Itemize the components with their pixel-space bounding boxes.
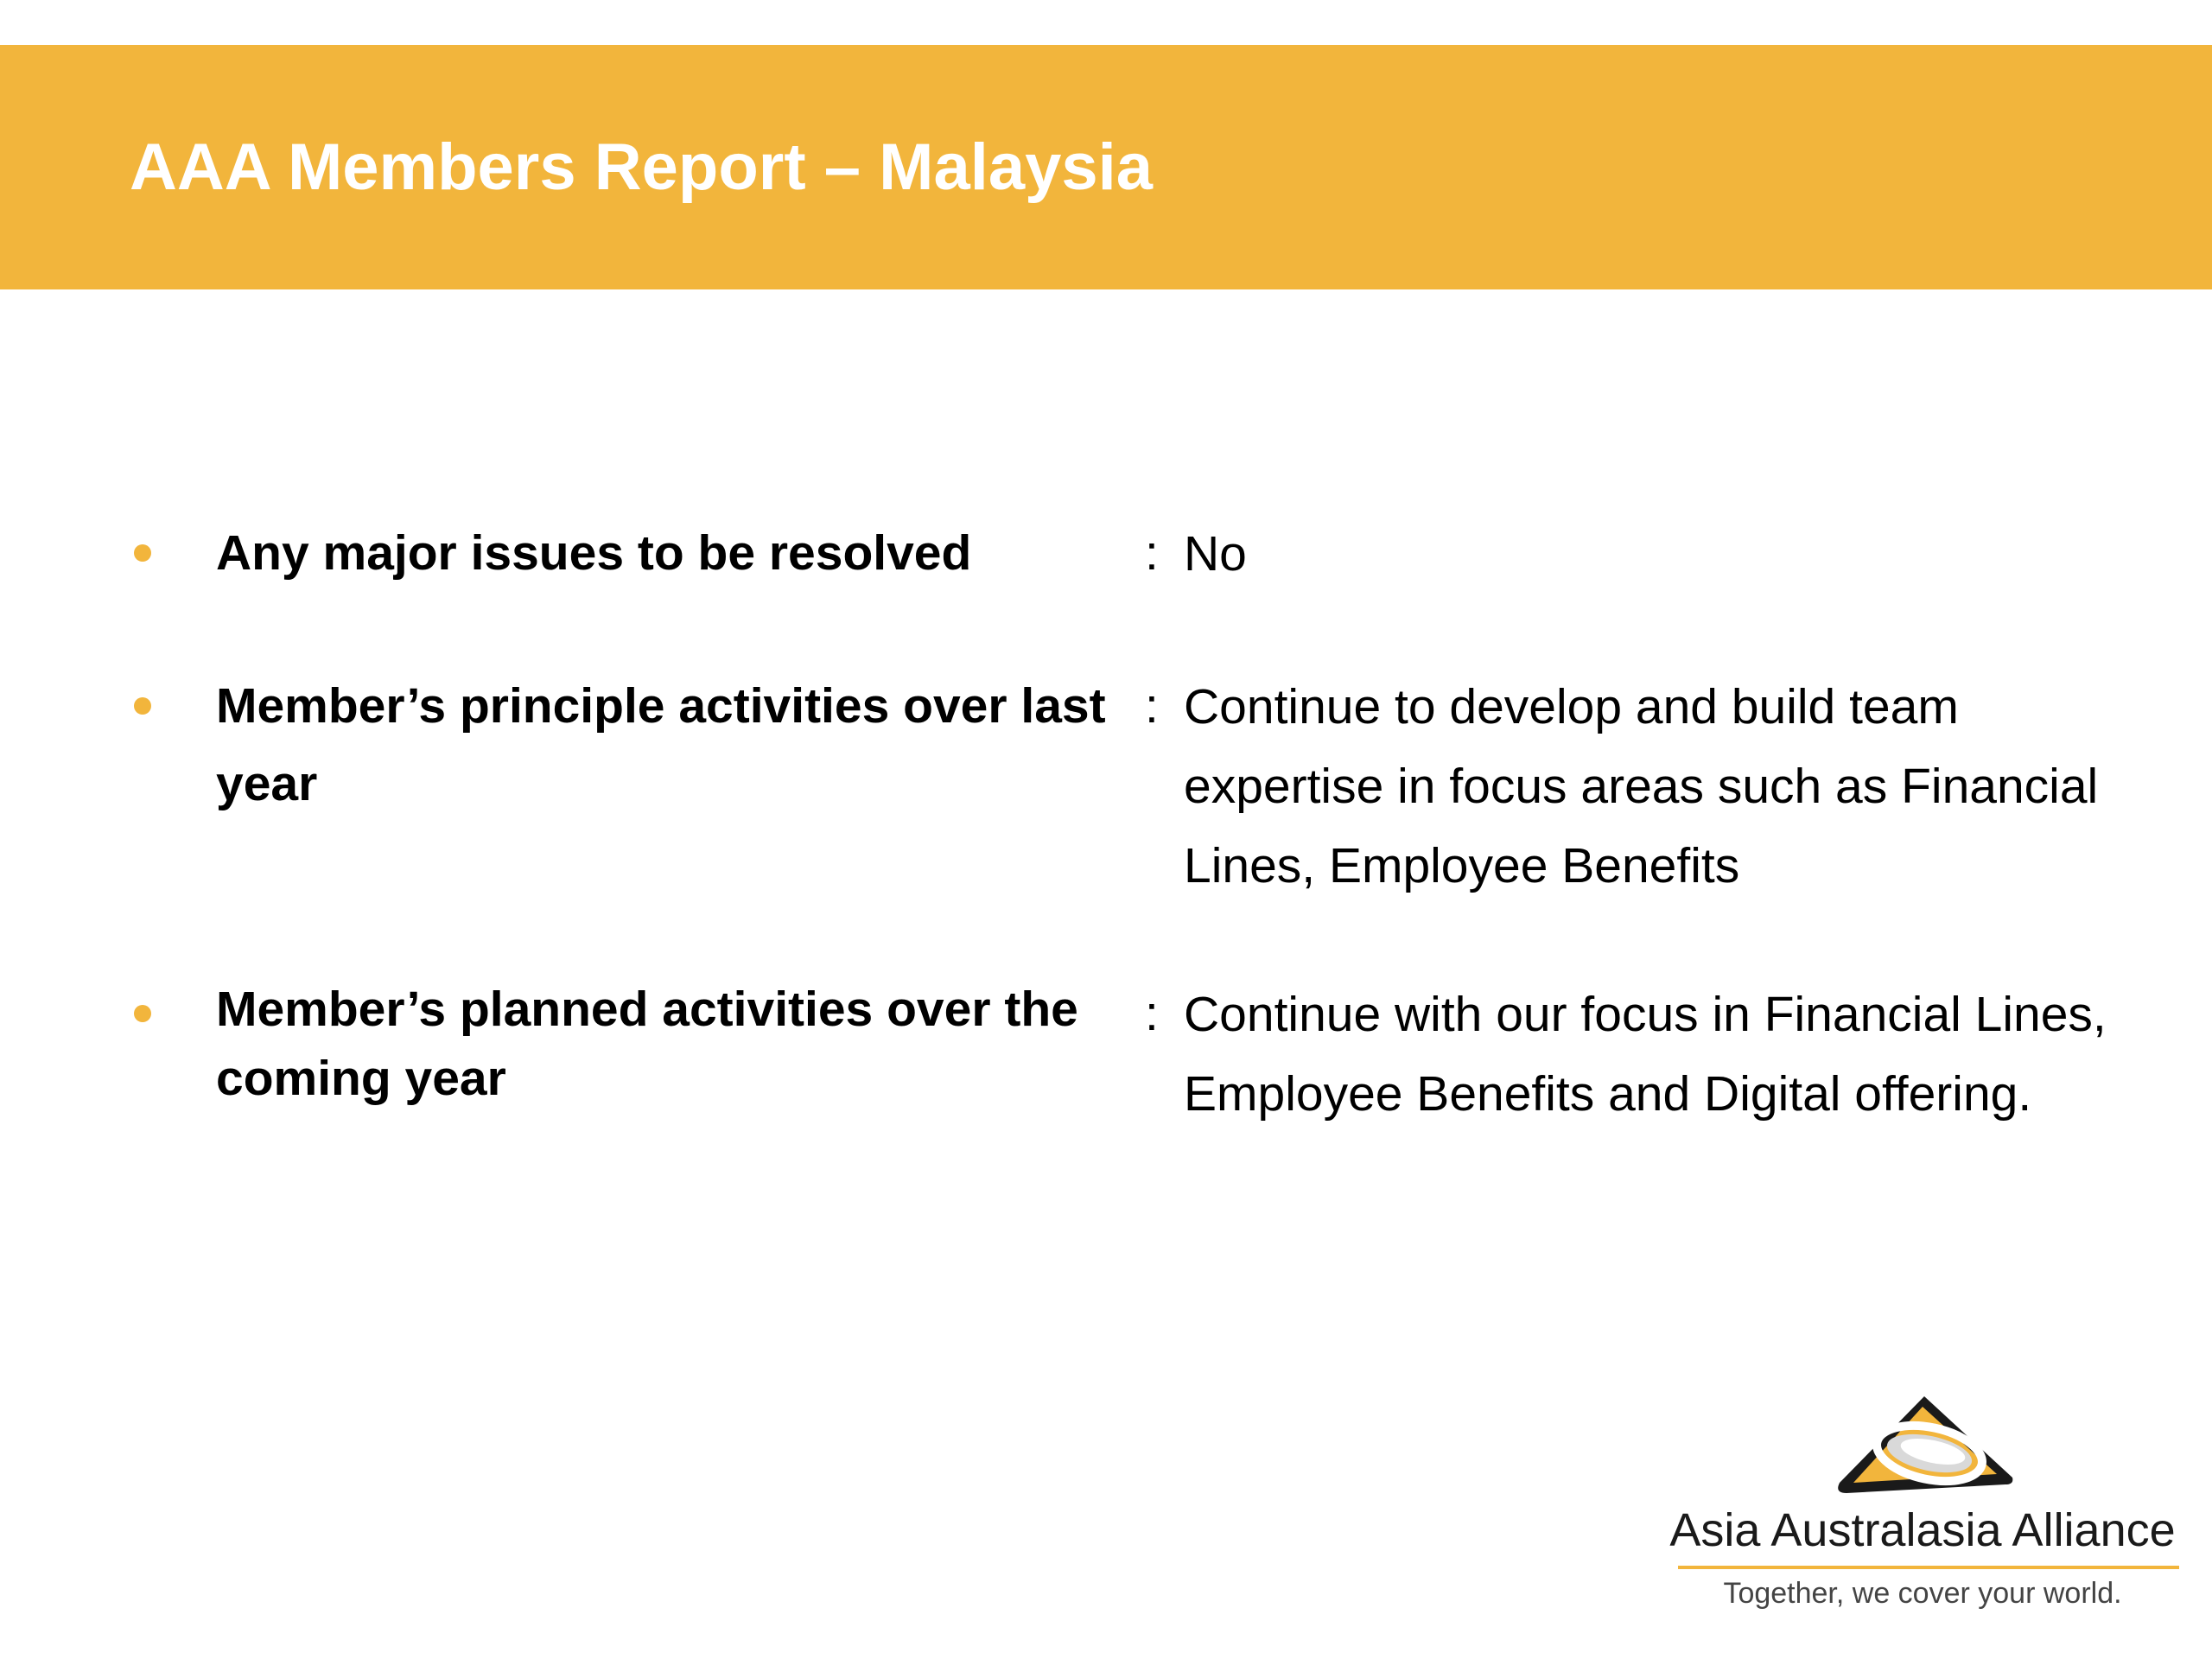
aaa-triangle-logo-icon (1827, 1391, 2018, 1503)
item-separator: : (1145, 678, 1159, 734)
logo-divider (1678, 1566, 2179, 1569)
item-separator: : (1145, 986, 1159, 1041)
company-logo (1668, 1391, 2186, 1633)
item-value: Continue with our focus in Financial Lines, Employee Benefits and Digital offering. (1184, 987, 2107, 1122)
title-bar (0, 45, 2212, 289)
item-value: No (1184, 526, 1247, 582)
item-separator: : (1145, 525, 1159, 581)
item-label: Any major issues to be resolved (216, 525, 972, 581)
bullet-icon (134, 544, 151, 562)
bullet-icon (134, 1005, 151, 1022)
logo-tagline: Together, we cover your world. (1723, 1577, 2122, 1610)
slide-title: AAA Members Report – Malaysia (130, 130, 1154, 204)
item-label: Member’s planned activities over the coming year (216, 982, 1078, 1106)
item-value: Continue to develop and build team expertise in focus areas such as Financial Lines, Employee Benefits (1184, 679, 2099, 893)
bullet-icon (134, 697, 151, 715)
logo-name: Asia Australasia Alliance (1669, 1504, 2176, 1556)
item-label: Member’s principle activities over last year (216, 678, 1106, 811)
